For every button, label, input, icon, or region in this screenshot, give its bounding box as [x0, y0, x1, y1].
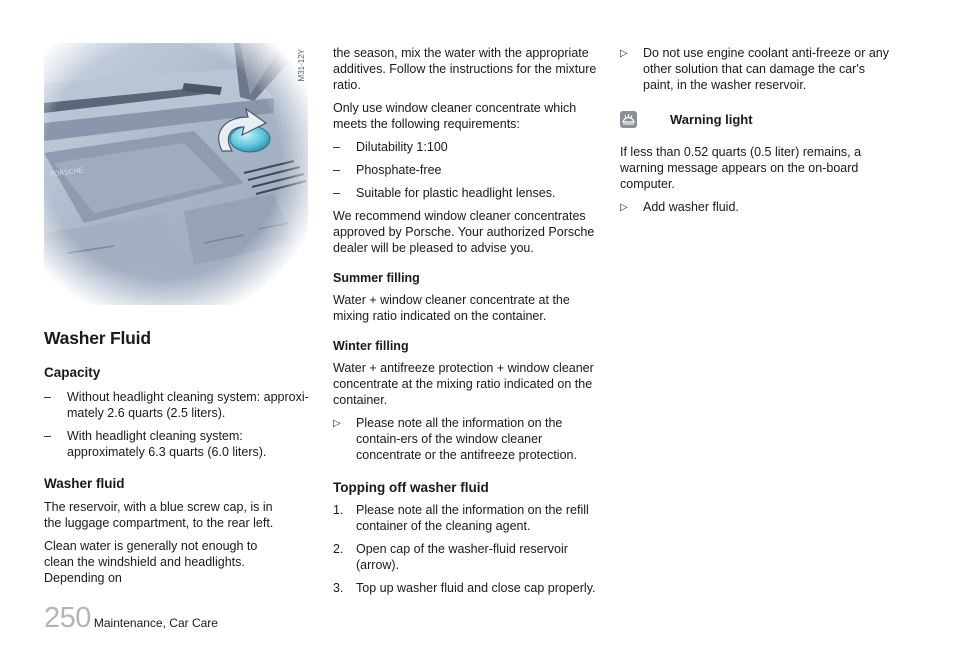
winter-note [333, 415, 601, 463]
list-item: 1. Please note all the information on the refill container of the cleaning agent. [333, 503, 589, 533]
capacity-heading: Capacity [44, 365, 101, 380]
reservoir-illustration [44, 43, 308, 305]
triangle-right-icon: ▷ [620, 48, 628, 59]
topping-off-heading: Topping off washer fluid [333, 480, 489, 495]
washer-warning-icon [620, 111, 637, 128]
triangle-right-icon: ▷ [620, 202, 628, 213]
paragraph: We recommend window cleaner concentrates approved by Porsche. Your authorized Porsche dealer will be pleased to advise you. [333, 209, 595, 255]
page-footer [44, 603, 218, 633]
dash-marker: – [333, 186, 340, 200]
list-item: – Without headlight cleaning system: approxi-mately 2.6 quarts (2.5 liters). [44, 390, 309, 420]
list-item: – Phosphate-free [333, 163, 442, 177]
paragraph: The reservoir, with a blue screw cap, is in the luggage compartment, to the rear left. [44, 500, 274, 530]
list-item: – With headlight cleaning system: approximately 6.3 quarts (6.0 liters). [44, 429, 267, 459]
step-number: 2. [333, 542, 344, 556]
warning-text [620, 144, 870, 222]
step-number: 1. [333, 503, 344, 517]
step-number: 3. [333, 581, 344, 595]
warning-light-heading-row [620, 111, 753, 128]
paint-note [620, 45, 892, 100]
photo-code: M31-12Y [297, 49, 306, 82]
dash-marker: – [333, 140, 340, 154]
triangle-right-icon: ▷ [333, 418, 341, 429]
list-item: – Dilutability 1:100 [333, 140, 448, 154]
section-name: Maintenance, Car Care [93, 616, 218, 630]
list-item: ▷ Add washer fluid. [620, 200, 739, 214]
washer-fluid-heading: Washer fluid [44, 476, 125, 491]
list-item: ▷ Do not use engine coolant anti-freeze or any other solution that can damage the car's paint, in the washer reservoir. [620, 46, 889, 92]
list-item: – Suitable for plastic headlight lenses. [333, 186, 556, 200]
add-fluid-note [620, 199, 870, 215]
page-title: Washer Fluid [44, 328, 151, 348]
summer-filling-heading: Summer filling [333, 271, 420, 285]
page-number: 250 [44, 602, 91, 634]
requirements-list [333, 139, 601, 201]
dash-marker: – [333, 163, 340, 177]
luggage-compartment-photo [44, 43, 308, 305]
paragraph: Water + antifreeze protection + window cleaner concentrate at the mixing ratio indicated on the container. [333, 361, 594, 407]
warning-light-heading: Warning light [670, 112, 753, 127]
list-item: ▷ Please note all the information on the contain-ers of the window cleaner concentrate or the antifreeze protection. [333, 416, 577, 462]
dash-marker: – [44, 390, 51, 404]
washer-fluid-text [44, 499, 288, 593]
paragraph: Water + window cleaner concentrate at the mixing ratio indicated on the container. [333, 293, 570, 323]
dash-marker: – [44, 429, 51, 443]
column-2 [333, 45, 601, 603]
topping-steps [333, 502, 601, 596]
paragraph: Only use window cleaner concentrate which meets the following requirements: [333, 101, 577, 131]
list-item: 3. Top up washer fluid and close cap properly. [333, 581, 596, 595]
paragraph: If less than 0.52 quarts (0.5 liter) remains, a warning message appears on the on-board computer. [620, 145, 862, 191]
winter-filling-heading: Winter filling [333, 339, 409, 353]
paragraph: Clean water is generally not enough to clean the windshield and headlights. Depending on [44, 539, 258, 585]
list-item: 2. Open cap of the washer-fluid reservoir (arrow). [333, 542, 568, 572]
paragraph: the season, mix the water with the appropriate additives. Follow the instructions for the mixture ratio. [333, 46, 597, 92]
capacity-list [44, 389, 316, 467]
